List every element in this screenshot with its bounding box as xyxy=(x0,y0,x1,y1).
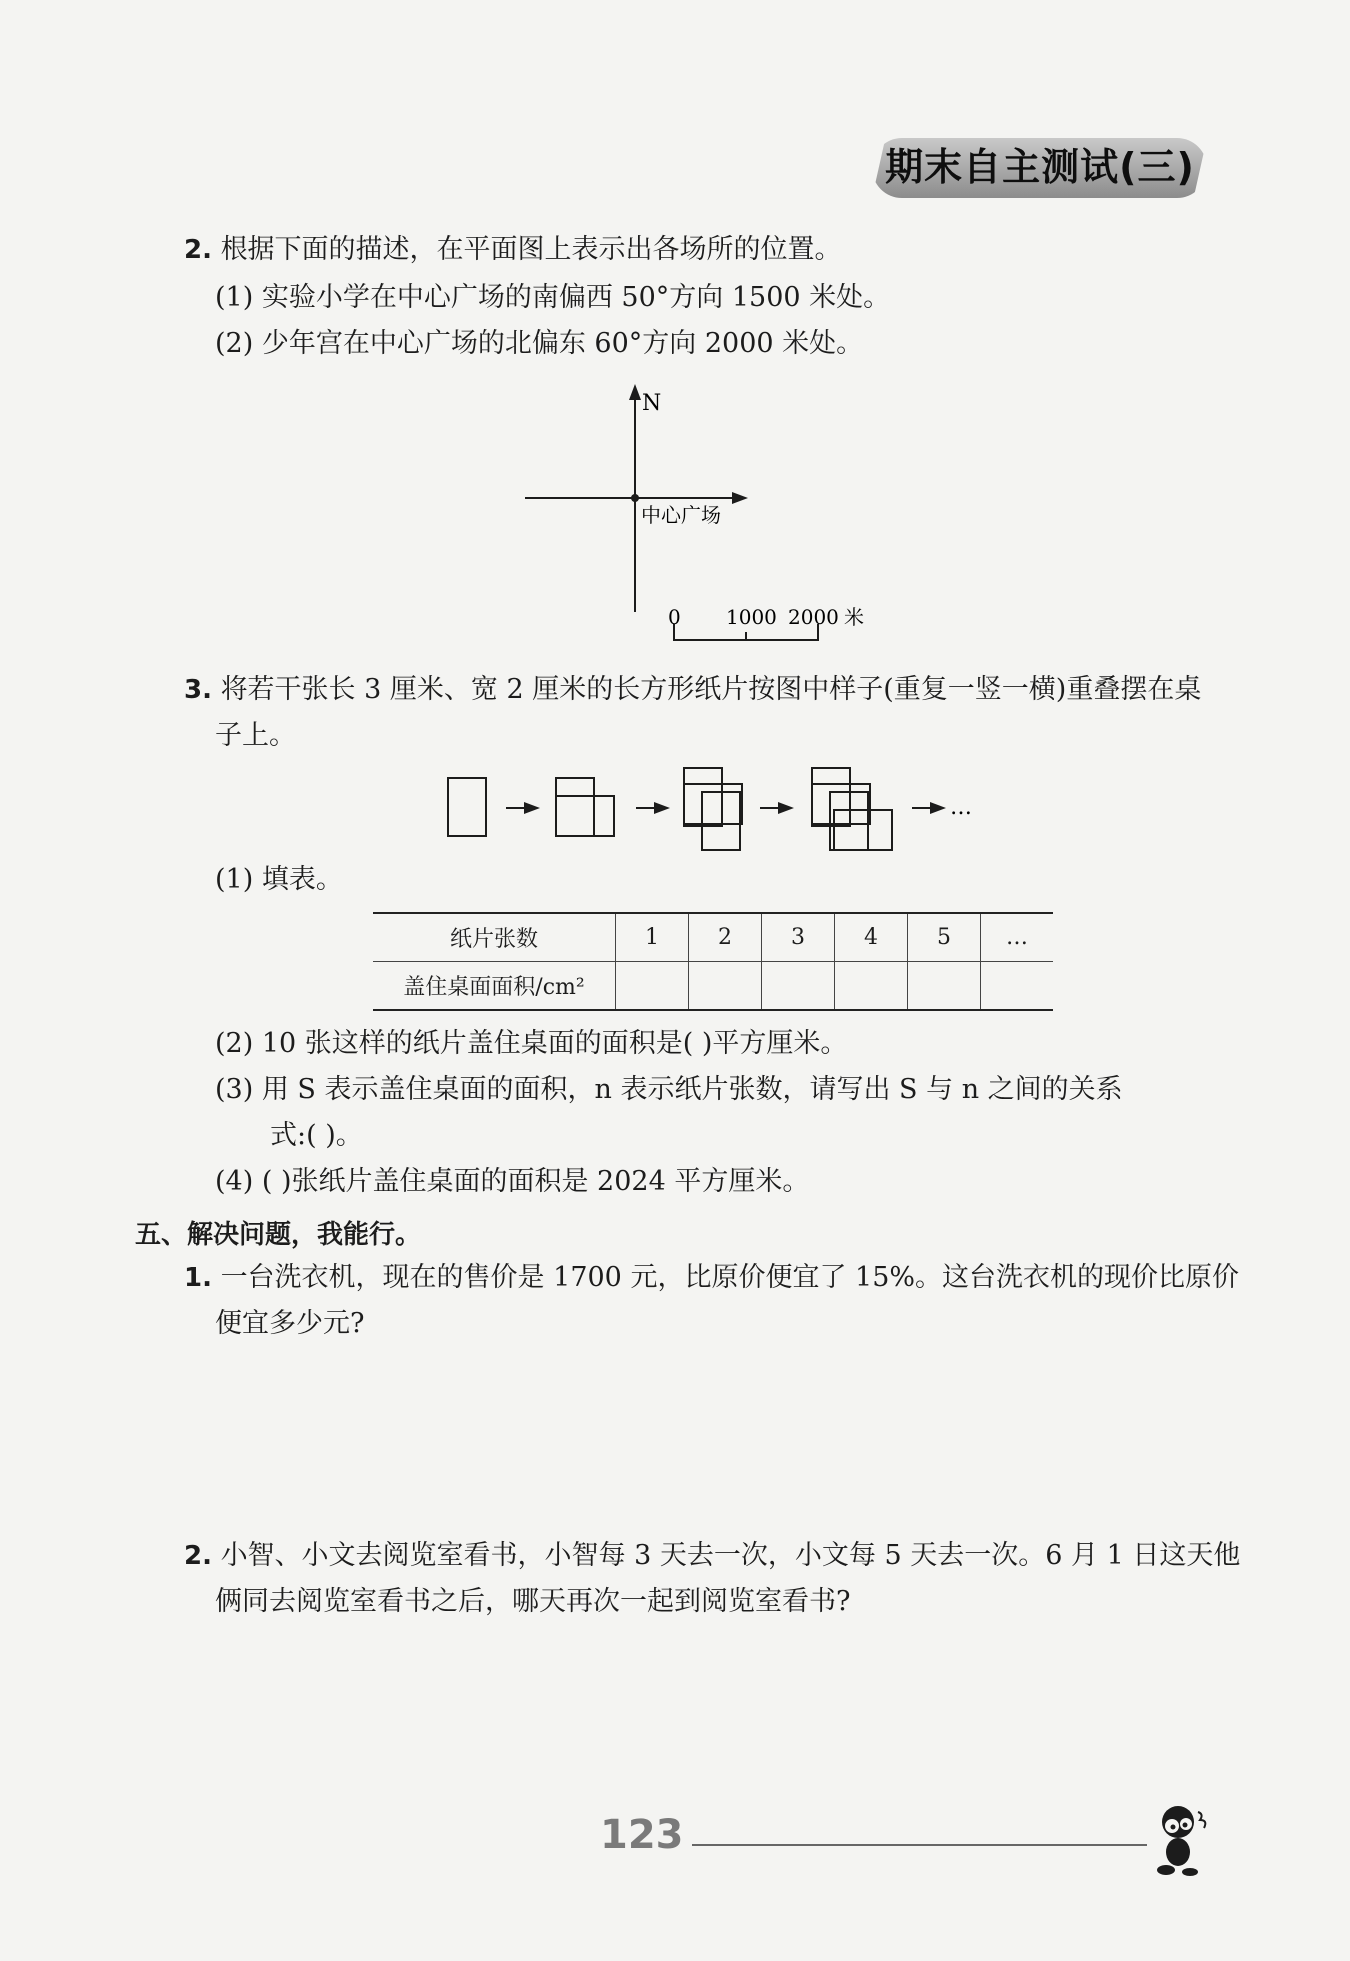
q3-prompt xyxy=(184,672,1201,708)
table-cell: 4 xyxy=(835,913,908,962)
q3-sub3-line1: (3) 用 S 表示盖住桌面的面积，n 表示纸片张数，请写出 S 与 n 之间的关系 xyxy=(215,1074,1123,1105)
sheet-1-vertical xyxy=(448,778,486,836)
sheet-2-horizontal xyxy=(556,796,614,836)
scale-1000: 1000 xyxy=(726,605,777,629)
center-label: 中心广场 xyxy=(641,503,721,527)
north-label: N xyxy=(642,391,662,416)
s5-q2-line2: 俩同去阅览室看书之后，哪天再次一起到阅览室看书? xyxy=(215,1586,851,1617)
s5-q1-line2: 便宜多少元? xyxy=(215,1308,365,1339)
q3-sub2: (2) 10 张这样的纸片盖住桌面的面积是( )平方厘米。 xyxy=(215,1028,848,1059)
q3-number: 3. xyxy=(184,675,212,705)
table-row xyxy=(373,913,1053,962)
table-cell: 2 xyxy=(689,913,762,962)
q2-prompt xyxy=(184,232,842,268)
s5-q2-number: 2. xyxy=(184,1541,212,1571)
fill-in-table xyxy=(373,912,1053,1011)
s5-q1-line1: 一台洗衣机，现在的售价是 1700 元，比原价便宜了 15%。这台洗衣机的现价比原价 xyxy=(220,1262,1240,1293)
s5-q1-number: 1. xyxy=(184,1263,212,1293)
sheet-4-horizontal xyxy=(834,810,892,850)
q3-sub3-line2: 式:( )。 xyxy=(270,1120,363,1151)
footer-rule xyxy=(692,1844,1147,1846)
scale-unit: 米 xyxy=(844,605,864,629)
answer-cell xyxy=(981,962,1054,1011)
s5-q2-prompt xyxy=(184,1538,1240,1574)
row-header-count: 纸片张数 xyxy=(373,913,616,962)
page-number: 123 xyxy=(600,1812,684,1858)
q3-sub1: (1) 填表。 xyxy=(215,864,343,895)
table-cell: 5 xyxy=(908,913,981,962)
table-cell: 1 xyxy=(616,913,689,962)
q2-text: 根据下面的描述，在平面图上表示出各场所的位置。 xyxy=(220,234,842,265)
paper-pattern-diagram xyxy=(440,762,1000,858)
cartoon-mascot-icon xyxy=(1148,1800,1218,1880)
row-header-area: 盖住桌面面积/cm² xyxy=(373,962,616,1011)
q2-number: 2. xyxy=(184,235,212,265)
answer-cell[interactable] xyxy=(908,962,981,1011)
s5-q2-line1: 小智、小文去阅览室看书，小智每 3 天去一次，小文每 5 天去一次。6 月 1 日这天他 xyxy=(220,1540,1241,1571)
answer-cell[interactable] xyxy=(689,962,762,1011)
scale-0: 0 xyxy=(668,605,681,629)
table-cell: 3 xyxy=(762,913,835,962)
q3-line2: 子上。 xyxy=(215,720,296,751)
q2-item-2: (2) 少年宫在中心广场的北偏东 60°方向 2000 米处。 xyxy=(215,328,864,359)
scale-2000: 2000 xyxy=(788,605,839,629)
q2-item-1: (1) 实验小学在中心广场的南偏西 50°方向 1500 米处。 xyxy=(215,282,891,313)
page-title: 期末自主测试(三) xyxy=(885,145,1195,189)
table-row xyxy=(373,962,1053,1011)
pattern-ellipsis: … xyxy=(950,795,972,820)
table-cell: … xyxy=(981,913,1054,962)
q3-line1: 将若干张长 3 厘米、宽 2 厘米的长方形纸片按图中样子(重复一竖一横)重叠摆在桌 xyxy=(220,674,1202,705)
compass-map xyxy=(520,380,880,650)
center-point xyxy=(631,494,639,502)
section-5-title: 五、解决问题，我能行。 xyxy=(135,1220,422,1250)
answer-cell[interactable] xyxy=(616,962,689,1011)
q3-sub4: (4) ( )张纸片盖住桌面的面积是 2024 平方厘米。 xyxy=(215,1166,810,1197)
s5-q1-prompt xyxy=(184,1260,1239,1296)
answer-cell[interactable] xyxy=(762,962,835,1011)
answer-cell[interactable] xyxy=(835,962,908,1011)
